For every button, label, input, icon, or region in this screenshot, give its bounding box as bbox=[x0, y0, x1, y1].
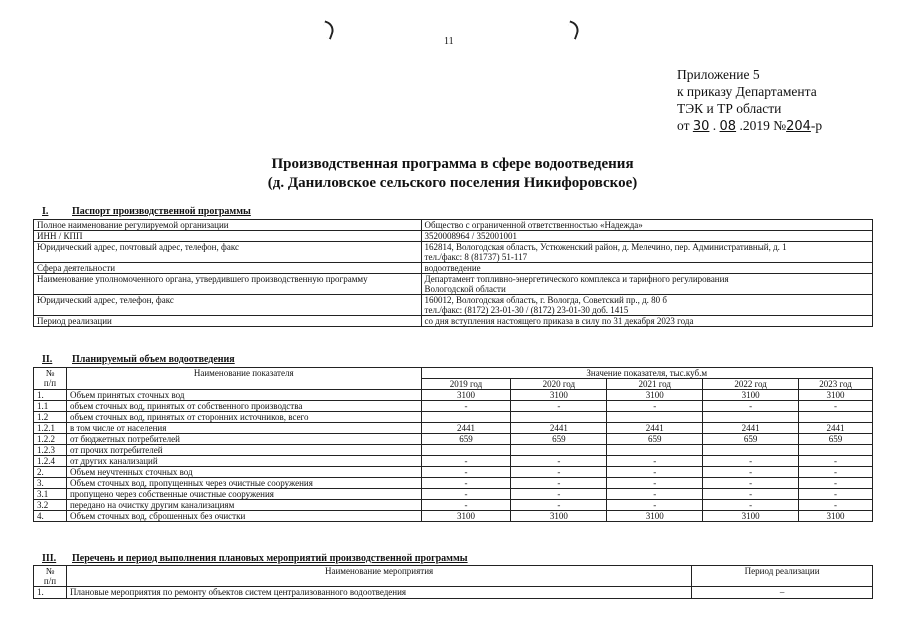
passport-value bbox=[421, 242, 872, 263]
section1-num: I. bbox=[42, 206, 49, 217]
title-line1: Производственная программа в сфере водоотведения bbox=[271, 156, 634, 172]
document-title bbox=[0, 155, 905, 193]
section2-heading bbox=[42, 354, 235, 365]
date-sep: . bbox=[709, 118, 720, 133]
section3-title: Перечень и период выполнения плановых мероприятий производственной программы bbox=[72, 553, 468, 564]
row-value: 3100 bbox=[607, 511, 703, 522]
measures-table bbox=[33, 565, 873, 599]
row-name: объем сточных вод, принятых от собственного производства bbox=[66, 401, 421, 412]
row-value: - bbox=[511, 500, 607, 511]
table-row bbox=[34, 478, 873, 489]
col-values-header: Значение показателя, тыс.куб.м bbox=[421, 368, 872, 379]
passport-label: Полное наименование регулируемой организации bbox=[34, 220, 422, 231]
row-value: - bbox=[703, 500, 799, 511]
row-value: 659 bbox=[703, 434, 799, 445]
section2-title: Планируемый объем водоотведения bbox=[72, 354, 235, 365]
row-value: 2441 bbox=[703, 423, 799, 434]
table-row bbox=[34, 316, 873, 327]
passport-table bbox=[33, 219, 873, 327]
row-value: - bbox=[607, 467, 703, 478]
row-num: 2. bbox=[34, 467, 67, 478]
row-num: 1.2.1 bbox=[34, 423, 67, 434]
row-value: - bbox=[511, 401, 607, 412]
passport-value bbox=[421, 274, 872, 295]
title-line2: (д. Даниловское сельского поселения Никифоровское) bbox=[267, 175, 638, 191]
appendix-date-line bbox=[677, 117, 822, 135]
year-header: 2023 год bbox=[799, 379, 873, 390]
volume-table bbox=[33, 367, 873, 522]
row-value bbox=[799, 445, 873, 456]
row-num: 4. bbox=[34, 511, 67, 522]
table-row bbox=[34, 423, 873, 434]
row-value: - bbox=[703, 456, 799, 467]
row-value: - bbox=[703, 401, 799, 412]
section3-num: III. bbox=[42, 553, 57, 564]
row-num: 1. bbox=[34, 390, 67, 401]
row-value: - bbox=[511, 456, 607, 467]
row-value: 3100 bbox=[703, 390, 799, 401]
row-value: - bbox=[607, 478, 703, 489]
col-num-header: № п/п bbox=[34, 368, 67, 390]
table-row bbox=[34, 242, 873, 263]
passport-value-line: 3520008964 / 352001001 bbox=[424, 231, 518, 241]
table-row bbox=[34, 401, 873, 412]
row-value bbox=[799, 412, 873, 423]
section2-num: II. bbox=[42, 354, 53, 365]
row-num: 1.2 bbox=[34, 412, 67, 423]
row-name: в том числе от населения bbox=[66, 423, 421, 434]
row-value: - bbox=[421, 489, 511, 500]
row-value: - bbox=[421, 500, 511, 511]
row-value: 3100 bbox=[511, 511, 607, 522]
table-row bbox=[34, 274, 873, 295]
row-value: - bbox=[799, 456, 873, 467]
passport-value-line: водоотведение bbox=[424, 263, 481, 273]
row-value: - bbox=[511, 467, 607, 478]
row-value: - bbox=[703, 467, 799, 478]
row-num: 3.2 bbox=[34, 500, 67, 511]
row-value: 3100 bbox=[607, 390, 703, 401]
row-num: 1. bbox=[34, 587, 67, 599]
passport-value-line: 160012, Вологодская область, г. Вологда, Советский пр., д. 80 б bbox=[424, 295, 668, 305]
col-num-header: № п/п bbox=[34, 566, 67, 587]
row-value bbox=[607, 445, 703, 456]
passport-value bbox=[421, 295, 872, 316]
row-name: от бюджетных потребителей bbox=[66, 434, 421, 445]
row-value: 659 bbox=[511, 434, 607, 445]
row-num: 1.2.2 bbox=[34, 434, 67, 445]
scan-mark-left bbox=[320, 20, 337, 39]
row-name: объем сточных вод, принятых от сторонних источников, всего bbox=[66, 412, 421, 423]
table-row bbox=[34, 511, 873, 522]
date-prefix: от bbox=[677, 118, 693, 133]
table-row bbox=[34, 412, 873, 423]
scan-mark-right bbox=[565, 20, 582, 39]
row-value bbox=[703, 445, 799, 456]
table-row bbox=[34, 390, 873, 401]
date-month: 08 bbox=[719, 119, 737, 134]
passport-label: Юридический адрес, почтовый адрес, телефон, факс bbox=[34, 242, 422, 263]
appendix-line2: к приказу Департамента bbox=[677, 84, 817, 99]
row-value bbox=[511, 445, 607, 456]
row-value bbox=[703, 412, 799, 423]
row-value bbox=[421, 445, 511, 456]
table-row bbox=[34, 467, 873, 478]
row-value: - bbox=[511, 478, 607, 489]
row-value: - bbox=[703, 478, 799, 489]
row-value: - bbox=[607, 500, 703, 511]
row-name: передано на очистку другим канализациям bbox=[66, 500, 421, 511]
order-number: 204 bbox=[786, 119, 811, 134]
row-value: - bbox=[607, 489, 703, 500]
row-value bbox=[607, 412, 703, 423]
appendix-line3: ТЭК и ТР области bbox=[677, 101, 782, 116]
row-value: 3100 bbox=[799, 390, 873, 401]
row-value: 2441 bbox=[421, 423, 511, 434]
row-name: от прочих потребителей bbox=[66, 445, 421, 456]
passport-value bbox=[421, 316, 872, 327]
row-period: – bbox=[692, 587, 873, 599]
row-value: - bbox=[799, 467, 873, 478]
row-value: 659 bbox=[799, 434, 873, 445]
table-row bbox=[34, 231, 873, 242]
section3-heading bbox=[42, 553, 468, 564]
passport-value-line: Общество с ограниченной ответственностью «Надежда» bbox=[424, 220, 643, 230]
row-value: 2441 bbox=[607, 423, 703, 434]
row-name: от других канализаций bbox=[66, 456, 421, 467]
table-row bbox=[34, 587, 873, 599]
passport-label: Период реализации bbox=[34, 316, 422, 327]
row-num: 1.2.3 bbox=[34, 445, 67, 456]
row-value: 2441 bbox=[511, 423, 607, 434]
row-value: - bbox=[799, 489, 873, 500]
row-value: - bbox=[511, 489, 607, 500]
section1-title: Паспорт производственной программы bbox=[72, 206, 251, 217]
row-measure: Плановые мероприятия по ремонту объектов систем централизованного водоотведения bbox=[66, 587, 691, 599]
year-header: 2019 год bbox=[421, 379, 511, 390]
row-value: 659 bbox=[421, 434, 511, 445]
row-num: 3. bbox=[34, 478, 67, 489]
passport-value bbox=[421, 231, 872, 242]
appendix-block bbox=[677, 66, 822, 135]
passport-label: Сфера деятельности bbox=[34, 263, 422, 274]
year-header: 2021 год bbox=[607, 379, 703, 390]
row-value: 3100 bbox=[511, 390, 607, 401]
passport-value-line: со дня вступления настоящего приказа в силу по 31 декабря 2023 года bbox=[424, 316, 694, 326]
table-row bbox=[34, 263, 873, 274]
date-day: 30 bbox=[692, 119, 710, 134]
passport-value-line: Департамент топливно-энергетического комплекса и тарифного регулирования bbox=[424, 274, 729, 284]
passport-value-line: 162814, Вологодская область, Устюженский район, д. Мелечино, пер. Административный, д. 1 bbox=[424, 242, 787, 252]
table-row bbox=[34, 295, 873, 316]
row-value: 2441 bbox=[799, 423, 873, 434]
passport-label: ИНН / КПП bbox=[34, 231, 422, 242]
row-name: Объем принятых сточных вод bbox=[66, 390, 421, 401]
row-value: 3100 bbox=[703, 511, 799, 522]
col-period-header: Период реализации bbox=[692, 566, 873, 587]
table-row bbox=[34, 500, 873, 511]
row-num: 1.1 bbox=[34, 401, 67, 412]
row-value: 3100 bbox=[421, 390, 511, 401]
passport-value-line2: тел./факс: (8172) 23-01-30 / (8172) 23-01-30 доб. 1415 bbox=[424, 305, 629, 315]
order-suffix: -р bbox=[810, 118, 823, 133]
passport-value-line2: тел./факс: 8 (81737) 51-117 bbox=[424, 252, 528, 262]
row-name: Объем сточных вод, сброшенных без очистки bbox=[66, 511, 421, 522]
date-year: .2019 № bbox=[736, 118, 787, 133]
appendix-line1: Приложение 5 bbox=[677, 67, 760, 82]
table-row bbox=[34, 456, 873, 467]
row-value: - bbox=[703, 489, 799, 500]
col-measure-header: Наименование мероприятия bbox=[66, 566, 691, 587]
row-name: пропущено через собственные очистные сооружения bbox=[66, 489, 421, 500]
row-value: - bbox=[421, 456, 511, 467]
col-name-header: Наименование показателя bbox=[66, 368, 421, 390]
row-value: 3100 bbox=[799, 511, 873, 522]
passport-label: Наименование уполномоченного органа, утвердившего производственную программу bbox=[34, 274, 422, 295]
row-value: 659 bbox=[607, 434, 703, 445]
row-value: - bbox=[421, 478, 511, 489]
row-value: - bbox=[607, 456, 703, 467]
table-row bbox=[34, 489, 873, 500]
passport-value bbox=[421, 263, 872, 274]
row-value: - bbox=[799, 401, 873, 412]
row-num: 1.2.4 bbox=[34, 456, 67, 467]
passport-value-line2: Вологодской области bbox=[424, 284, 506, 294]
row-value bbox=[511, 412, 607, 423]
passport-value bbox=[421, 220, 872, 231]
year-header: 2022 год bbox=[703, 379, 799, 390]
row-value: - bbox=[799, 500, 873, 511]
row-value: - bbox=[421, 467, 511, 478]
year-header: 2020 год bbox=[511, 379, 607, 390]
table-row bbox=[34, 445, 873, 456]
row-value: - bbox=[607, 401, 703, 412]
row-name: Объем неучтенных сточных вод bbox=[66, 467, 421, 478]
row-value bbox=[421, 412, 511, 423]
row-name: Объем сточных вод, пропущенных через очистные сооружения bbox=[66, 478, 421, 489]
passport-label: Юридический адрес, телефон, факс bbox=[34, 295, 422, 316]
row-value: - bbox=[421, 401, 511, 412]
table-row bbox=[34, 434, 873, 445]
table-row bbox=[34, 220, 873, 231]
page-number: 11 bbox=[444, 36, 454, 47]
row-num: 3.1 bbox=[34, 489, 67, 500]
section1-heading bbox=[42, 206, 251, 217]
row-value: 3100 bbox=[421, 511, 511, 522]
row-value: - bbox=[799, 478, 873, 489]
